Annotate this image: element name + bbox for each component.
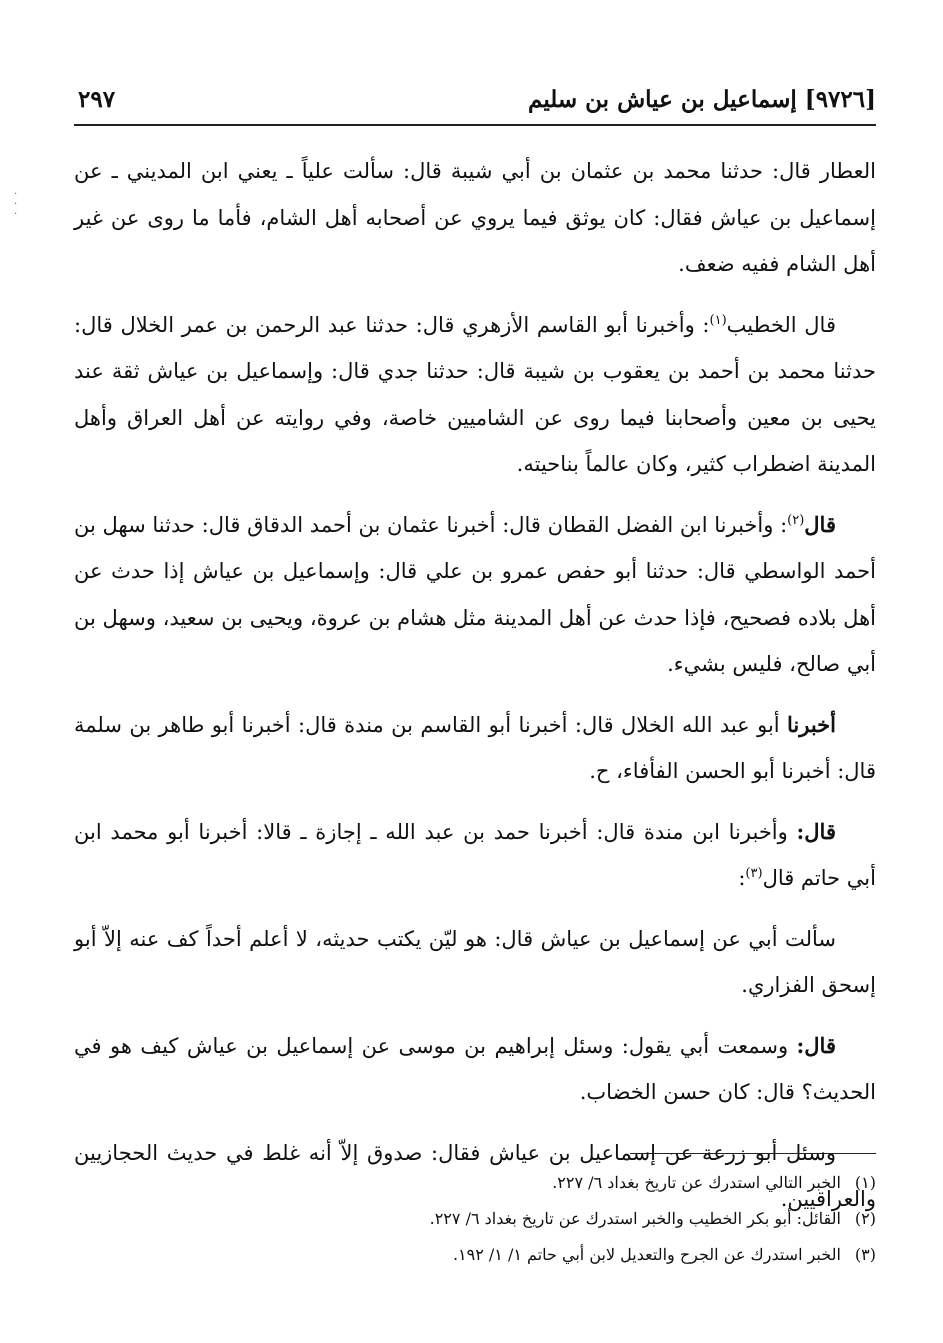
paragraph-text-before: وأخبرنا ابن مندة قال: أخبرنا حمد بن عبد الله ـ إجازة ـ قالا: أخبرنا أبو محمد ابن أبي حاتم قال — [74, 819, 876, 890]
footnote-3 — [74, 1237, 876, 1273]
footnote-separator — [630, 1153, 876, 1154]
footnote-text: الخبر التالي استدرك عن تاريخ بغداد ٦/ ٢٢٧. — [552, 1173, 841, 1192]
footnote-2 — [74, 1201, 876, 1237]
paragraph-text: العطار قال: حدثنا محمد بن عثمان بن أبي شيبة قال: سألت علياً ـ يعني ابن المديني ـ عن إسماعيل بن عياش فقال: كان يوثق فيما يروي عن أصحابه أهل الشام، فأما ما روى عن غير أهل الشام ففيه ضعف. — [74, 159, 876, 276]
footnote-number: (٣) — [854, 1245, 876, 1264]
paragraph-2 — [74, 302, 876, 488]
paragraph-3 — [74, 502, 876, 688]
footnote-1 — [74, 1165, 876, 1201]
paragraph-text: وسمعت أبي يقول: وسئل إبراهيم بن موسى عن إسماعيل بن عياش كيف هو في الحديث؟ قال: كان حسن الخضاب. — [74, 1033, 876, 1104]
footnote-text: الخبر استدرك عن الجرح والتعديل لابن أبي حاتم ١/ ١/ ١٩٢. — [452, 1245, 841, 1264]
paragraph-lead: أخبرنا — [787, 711, 836, 737]
paragraph-7 — [74, 1023, 876, 1116]
paragraph-lead: قال: — [796, 818, 836, 844]
footnote-number: (١) — [854, 1173, 876, 1192]
footnote-ref[interactable]: (٣) — [745, 866, 763, 881]
paragraph-4 — [74, 702, 876, 795]
paragraph-text-after: : وأخبرنا ابن الفضل القطان قال: أخبرنا عثمان بن أحمد الدقاق قال: حدثنا سهل بن أحمد الواسطي قال: حدثنا أبو حفص عمرو بن علي قال: وإسماعيل بن عياش إذا حدث عن أهل بلاده فصحيح، فإذا حدث عن أهل المدينة مثل هشام بن عروة، ويحيى بن سعيد، وسهل بن أبي صالح، فليس بشيء. — [74, 512, 876, 676]
main-text — [74, 148, 876, 1237]
footnote-ref[interactable]: (٢) — [787, 512, 805, 528]
paragraph-text: وسئل أبو زرعة عن إسماعيل بن عياش فقال: صدوق إلاّ أنه غلط في حديث الحجازيين والعراقيين. — [74, 1140, 876, 1211]
paragraph-text-after: : — [738, 866, 746, 890]
paragraph-text: أبو عبد الله الخلال قال: أخبرنا أبو القاسم بن مندة قال: أخبرنا أبو طاهر بن سلمة قال: أخبرنا أبو الحسن الفأفاء، ح. — [74, 712, 876, 783]
paragraph-text: سألت أبي عن إسماعيل بن عياش قال: هو ليّن يكتب حديثه، لا أعلم أحداً كف عنه إلاّ أبو إسحق الفزاري. — [74, 926, 876, 997]
header-rule — [74, 124, 876, 126]
footnotes — [74, 1165, 876, 1273]
margin-mark: · · · — [14, 189, 18, 220]
running-title: [٩٧٢٦] إسماعيل بن عياش بن سليم — [528, 86, 876, 113]
page-number: ٢٩٧ — [78, 86, 116, 113]
paragraph-lead: قال — [804, 511, 836, 537]
footnote-number: (٢) — [854, 1209, 876, 1228]
paragraph-text-after: : وأخبرنا أبو القاسم الأزهري قال: حدثنا عبد الرحمن بن عمر الخلال قال: حدثنا محمد بن أحمد بن يعقوب بن شيبة قال: حدثنا جدي قال: وإسماعيل بن عياش ثقة عند يحيى بن معين وأصحابنا فيما روى عن الشاميين خاصة، وفي روايته عن أهل العراق وأهل المدينة اضطراب كثير، وكان عالماً بناحيته. — [74, 312, 876, 476]
paragraph-lead: قال: — [796, 1032, 836, 1058]
paragraph-5 — [74, 809, 876, 902]
footnote-ref[interactable]: (١) — [709, 312, 727, 328]
paragraph-6 — [74, 916, 876, 1009]
page-header — [74, 80, 876, 124]
paragraph-text-before: قال الخطيب — [726, 312, 836, 337]
paragraph-1 — [74, 148, 876, 288]
footnote-text: القائل: أبو بكر الخطيب والخبر استدرك عن تاريخ بغداد ٦/ ٢٢٧. — [429, 1209, 841, 1228]
